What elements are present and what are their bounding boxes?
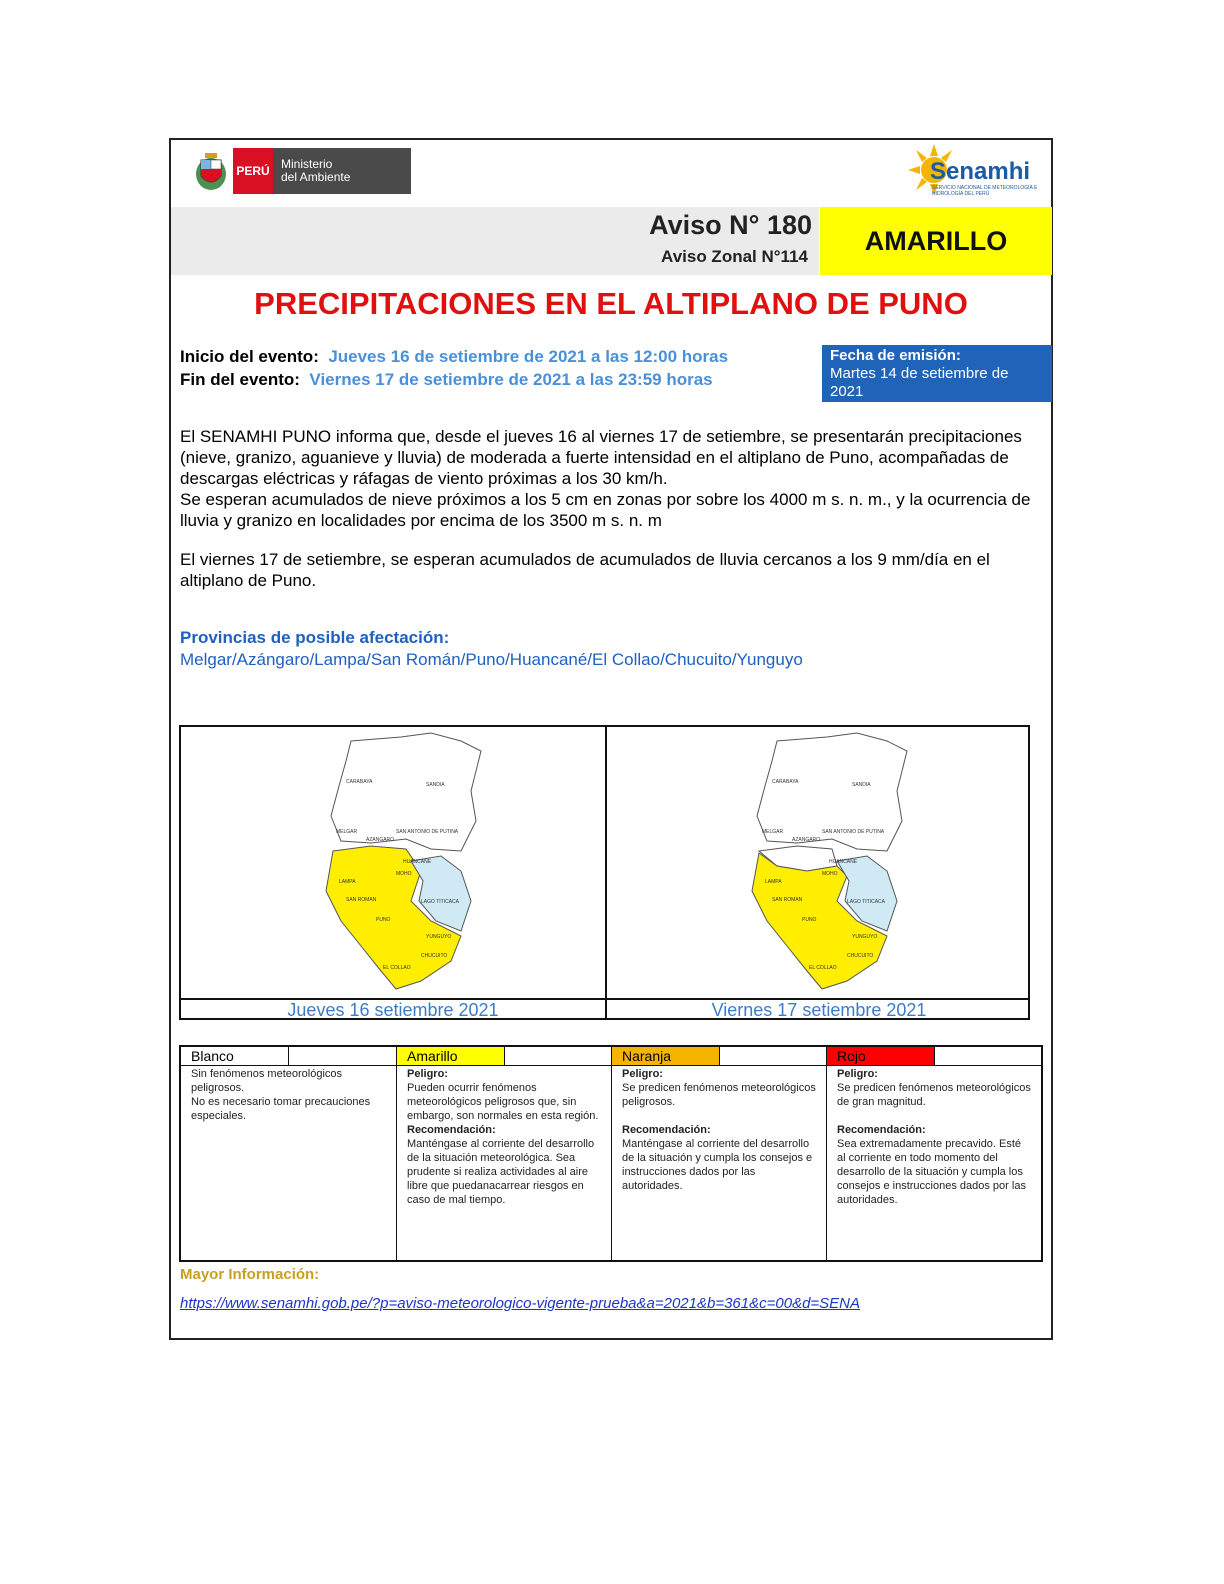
event-end <box>180 370 713 390</box>
event-end-value: Viernes 17 de setiembre de 2021 a las 23:59 horas <box>309 370 713 389</box>
more-info-link[interactable]: https://www.senamhi.gob.pe/?p=aviso-meteorologico-vigente-prueba&a=2021&b=361&c=00&d=SENA <box>180 1295 861 1312</box>
map2-label-chucuito: CHUCUITO <box>847 953 874 959</box>
provinces-list: Melgar/Azángaro/Lampa/San Román/Puno/Huancané/El Collao/Chucuito/Yunguyo <box>180 650 803 669</box>
government-logo <box>193 148 411 194</box>
map2-label-carabaya: CARABAYA <box>772 779 799 785</box>
alert-legend-table <box>179 1045 1043 1262</box>
map1-label-chucuito: CHUCUITO <box>421 953 448 959</box>
senamhi-name: Senamhi <box>930 158 1031 185</box>
ministry-line1: Ministerio <box>281 157 333 171</box>
map-caption-day1: Jueves 16 setiembre 2021 <box>287 1000 499 1020</box>
maps-divider <box>605 727 607 1020</box>
rojo-rec-label: Recomendación: <box>837 1124 926 1136</box>
map1-label-sandia: SANDIA <box>426 782 445 788</box>
map1-label-lampa: LAMPA <box>339 879 356 885</box>
map1-label-carabaya: CARABAYA <box>346 779 373 785</box>
naranja-rec-label: Recomendación: <box>622 1124 711 1136</box>
map-day2 <box>737 731 937 995</box>
map2-label-sandia: SANDIA <box>852 782 871 788</box>
amarillo-peligro-label: Peligro: <box>407 1068 448 1080</box>
map2-label-yunguyo: YUNGUYO <box>852 934 878 940</box>
map-day1 <box>311 731 511 995</box>
map2-label-lampa: LAMPA <box>765 879 782 885</box>
event-start <box>180 347 728 367</box>
map-caption-day2: Viernes 17 setiembre 2021 <box>711 1000 927 1020</box>
map1-label-elcollao: EL COLLAO <box>383 965 411 971</box>
amarillo-rec: Manténgase al corriente del desarrollo de la situación meteorológica. Sea prudente si realiza actividades al aire libre que puedanacarrear riesgos en caso de mal tiempo. <box>407 1138 595 1206</box>
maps-table <box>179 725 1030 1020</box>
emission-box <box>822 345 1052 402</box>
senamhi-subtitle: SERVICIO NACIONAL DE METEOROLOGÍA E HIDROLOGÍA DEL PERÚ <box>932 185 1038 197</box>
body-text-2: Se esperan acumulados de nieve próximos a los 5 cm en zonas por sobre los 4000 m s. n. m., y la ocurrencia de lluvia y granizo en localidades por encima de los 3500 m s. n. m <box>180 490 1031 530</box>
body-paragraph-2: El viernes 17 de setiembre, se esperan acumulados de acumulados de lluvia cercanos a los 9 mm/día en el altiplano de Puno. <box>180 550 990 590</box>
map1-label-melgar: MELGAR <box>336 829 358 835</box>
legend-header-amarillo: Amarillo <box>397 1047 505 1065</box>
provinces-label: Provincias de posible afectación: <box>180 628 450 647</box>
map2-label-melgar: MELGAR <box>762 829 784 835</box>
peru-shield-icon <box>193 150 229 192</box>
legend-col-blanco <box>181 1067 393 1123</box>
map2-label-elcollao: EL COLLAO <box>809 965 837 971</box>
naranja-peligro: Se predicen fenómenos meteorológicos peligrosos. <box>622 1082 816 1108</box>
amarillo-rec-label: Recomendación: <box>407 1124 496 1136</box>
map2-label-huancane: HUANCANE <box>829 859 858 865</box>
map1-label-puno: PUNO <box>376 917 391 923</box>
ministry-label <box>273 148 411 194</box>
event-end-label: Fin del evento: <box>180 370 300 389</box>
map1-label-yunguyo: YUNGUYO <box>426 934 452 940</box>
aviso-number: Aviso N° 180 <box>649 210 812 240</box>
map1-label-lago: LAGO TITICACA <box>421 899 459 905</box>
legend-col-amarillo <box>397 1067 609 1207</box>
legend-col-rojo <box>827 1067 1039 1207</box>
event-start-value: Jueves 16 de setiembre de 2021 a las 12:00 horas <box>328 347 729 366</box>
map1-label-azangaro: AZANGARO <box>366 837 395 843</box>
map2-label-puno: PUNO <box>802 917 817 923</box>
alert-level-badge: AMARILLO <box>820 207 1052 275</box>
peru-label: PERÚ <box>233 148 273 194</box>
legend-col-naranja <box>612 1067 824 1193</box>
emission-label: Fecha de emisión: <box>830 347 961 364</box>
blanco-text2: No es necesario tomar precauciones especiales. <box>191 1096 371 1122</box>
map2-label-putina: SAN ANTONIO DE PUTINA <box>822 829 885 835</box>
rojo-peligro: Se predicen fenómenos meteorológicos de gran magnitud. <box>837 1082 1031 1108</box>
emission-value: Martes 14 de setiembre de 2021 <box>830 365 1009 400</box>
naranja-rec: Manténgase al corriente del desarrollo de la situación y cumpla los consejos e instrucciones dados por las autoridades. <box>622 1138 813 1192</box>
naranja-peligro-label: Peligro: <box>622 1068 663 1080</box>
body-text-1: El SENAMHI PUNO informa que, desde el jueves 16 al viernes 17 de setiembre, se presentarán precipitaciones (nieve, granizo, aguanieve y lluvia) de moderada a fuerte intensidad en el altiplano de Puno, acompañadas de descargas eléctricas y ráfagas de viento próximas a los 30 km/h. <box>180 427 1022 488</box>
map1-label-putina: SAN ANTONIO DE PUTINA <box>396 829 459 835</box>
map2-label-lago: LAGO TITICACA <box>847 899 885 905</box>
senamhi-logo <box>908 142 1048 204</box>
legend-header-rojo: Rojo <box>827 1047 935 1065</box>
blanco-text1: Sin fenómenos meteorológicos peligrosos. <box>191 1068 343 1094</box>
page-title: PRECIPITACIONES EN EL ALTIPLANO DE PUNO <box>254 286 968 321</box>
legend-header-naranja: Naranja <box>612 1047 720 1065</box>
event-start-label: Inicio del evento: <box>180 347 319 366</box>
ministry-line2: del Ambiente <box>281 170 351 184</box>
aviso-zonal: Aviso Zonal N°114 <box>661 247 808 266</box>
map2-label-moho: MOHO <box>822 871 838 877</box>
rojo-rec: Sea extremadamente precavido. Esté al corriente en todo momento del desarrollo de la situación y cumpla los consejos e instrucciones dados por las autoridades. <box>837 1138 1026 1206</box>
amarillo-peligro: Pueden ocurrir fenómenos meteorológicos peligrosos que, sin embargo, son normales en esta región. <box>407 1082 599 1122</box>
map1-label-sanroman: SAN ROMAN <box>346 897 377 903</box>
map1-label-moho: MOHO <box>396 871 412 877</box>
map1-label-huancane: HUANCANE <box>403 859 432 865</box>
body-paragraph-1 <box>180 426 1040 531</box>
legend-header-blanco: Blanco <box>181 1047 289 1065</box>
rojo-peligro-label: Peligro: <box>837 1068 878 1080</box>
more-info-label: Mayor Información: <box>180 1266 320 1283</box>
map2-label-sanroman: SAN ROMAN <box>772 897 803 903</box>
map2-label-azangaro: AZANGARO <box>792 837 821 843</box>
